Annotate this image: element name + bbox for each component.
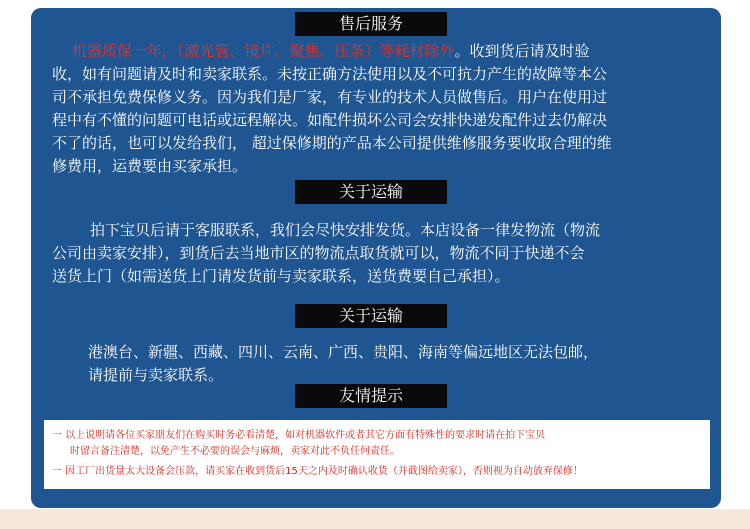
after-sales-line-6: 修费用，运费要由买家承担。 [52, 157, 248, 175]
notice-line-3: 一 因工厂出货量太大设备会压款，请买家在收到货后15天之内及时确认收货（并截图给卖家），否则视为自动放弃保修！ [52, 466, 583, 477]
after-sales-line-5: 不了的话，也可以发给我们， 超过保修期的产品本公司提供维修服务要收取合理的维 [52, 134, 612, 152]
shipping-1-line-2: 公司由卖家安排），到货后去当地市区的物流点取货就可以，物流不同于快递不会 [52, 244, 585, 262]
shipping-header-2: 关于运输 [295, 304, 447, 328]
tips-header: 友情提示 [295, 384, 447, 408]
after-sales-line-3: 司不承担免费保修义务。因为我们是厂家，有专业的技术人员做售后。用户在使用过 [52, 88, 608, 106]
notice-box [44, 420, 710, 489]
shipping-2-line-1: 港澳台、新疆、西藏、四川、云南、广西、贵阳、海南等偏远地区无法包邮， [88, 343, 599, 361]
after-sales-header: 售后服务 [295, 12, 447, 36]
info-panel [31, 8, 721, 508]
after-sales-line-4: 程中有不懂的问题可电话或远程解决。如配件损坏公司会安排快递发配件过去仍解决 [52, 111, 608, 129]
after-sales-line-1-tail: 。收到货后请及时验 [454, 42, 590, 60]
after-sales-line-2: 收，如有问题请及时和卖家联系。未按正确方法使用以及不可抗力产生的故障等本公 [52, 65, 608, 83]
shipping-2-line-2: 请提前与卖家联系。 [88, 366, 224, 384]
after-sales-line-1 [72, 40, 590, 63]
notice-line-1: 一 以上说明请各位买家朋友们在购买时务必看清楚，如对机器软件或者其它方面有特殊性的要求时请在拍下宝贝 [52, 430, 546, 441]
notice-line-2: 时留言备注清楚，以免产生不必要的误会与麻烦，卖家对此不负任何责任。 [70, 446, 400, 457]
shipping-1-line-3: 送货上门（如需送货上门请发货前与卖家联系，送货费要自己承担）。 [52, 267, 510, 285]
shipping-1-line-1: 拍下宝贝后请于客服联系，我们会尽快安排发货。本店设备一律发物流（物流 [90, 221, 601, 239]
bottom-strip [0, 509, 750, 529]
warranty-lead: 机器质保一年，（激光管、镜片、聚焦、压条）等耗材除外 [72, 42, 455, 60]
shipping-header-1: 关于运输 [295, 180, 447, 204]
